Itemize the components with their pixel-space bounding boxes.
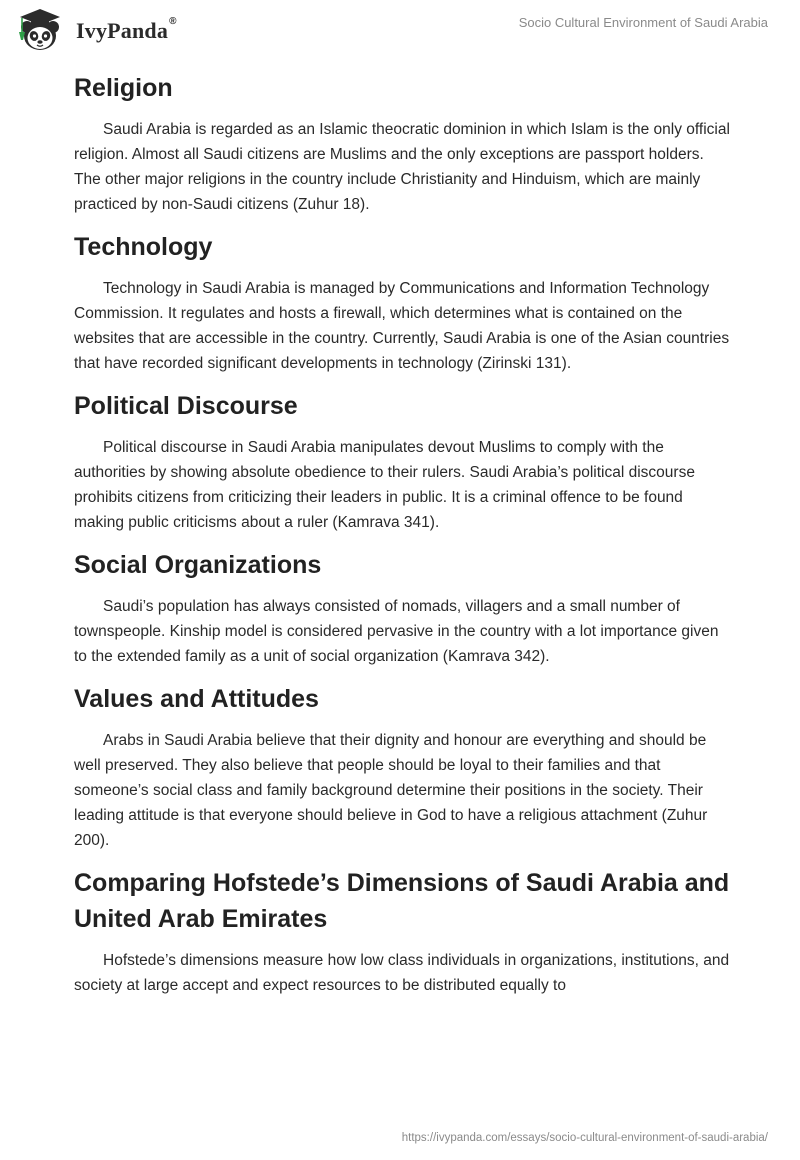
panda-graduate-icon — [14, 7, 66, 53]
essay-content — [74, 70, 734, 1010]
ivypanda-logo[interactable] — [14, 7, 177, 53]
document-title: Socio Cultural Environment of Saudi Arabia — [518, 15, 768, 30]
section-technology — [74, 229, 734, 376]
section-heading: Values and Attitudes — [74, 685, 319, 713]
section-values-attitudes — [74, 681, 734, 853]
registered-mark: ® — [169, 16, 177, 27]
page-header — [0, 0, 800, 64]
logo-wordmark — [76, 18, 177, 44]
section-paragraph: Saudi Arabia is regarded as an Islamic theocratic dominion in which Islam is the only official religion. Almost all Saudi citizens are Muslims and the only exceptions are passport holders. The other major religions in the country include Christianity and Hinduism, which are mainly practiced by non-Saudi citizens (Zuhur 18). — [74, 121, 730, 213]
source-url[interactable]: https://ivypanda.com/essays/socio-cultural-environment-of-saudi-arabia/ — [401, 1132, 768, 1144]
section-paragraph: Arabs in Saudi Arabia believe that their dignity and honour are everything and should be well preserved. They also believe that people should be loyal to their families and that someone’s social class and family background determine their positions in the society. Their leading attitude is that everyone should believe in God to have a religious attachment (Zuhur 200). — [74, 732, 708, 849]
section-religion — [74, 70, 734, 217]
section-heading: Social Organizations — [74, 551, 322, 579]
section-heading: Comparing Hofstede’s Dimensions of Saudi Arabia and United Arab Emirates — [74, 869, 730, 933]
section-heading: Technology — [74, 233, 213, 261]
section-paragraph: Technology in Saudi Arabia is managed by Communications and Information Technology Commission. It regulates and hosts a firewall, which determines what is contained on the websites that are accessible in the country. Currently, Saudi Arabia is one of the Asian countries that have recorded significant developments in technology (Zirinski 131). — [74, 280, 730, 372]
section-political-discourse — [74, 388, 734, 535]
section-hofstede-comparison — [74, 865, 734, 998]
section-paragraph: Hofstede’s dimensions measure how low class individuals in organizations, institutions, and society at large accept and expect resources to be distributed equally to — [74, 952, 730, 994]
logo-text: IvyPanda — [76, 18, 169, 43]
section-paragraph: Political discourse in Saudi Arabia manipulates devout Muslims to comply with the authorities by showing absolute obedience to their rulers. Saudi Arabia’s political discourse prohibits citizens from criticizing their leaders in public. It is a criminal offence to be found making public criticisms about a ruler (Kamrava 341). — [74, 439, 695, 531]
section-heading: Political Discourse — [74, 392, 298, 420]
section-social-organizations — [74, 547, 734, 669]
section-heading: Religion — [74, 74, 173, 102]
section-paragraph: Saudi’s population has always consisted of nomads, villagers and a small number of townspeople. Kinship model is considered pervasive in the country with a lot importance given to the extended family as a unit of social organization (Kamrava 342). — [74, 598, 719, 665]
